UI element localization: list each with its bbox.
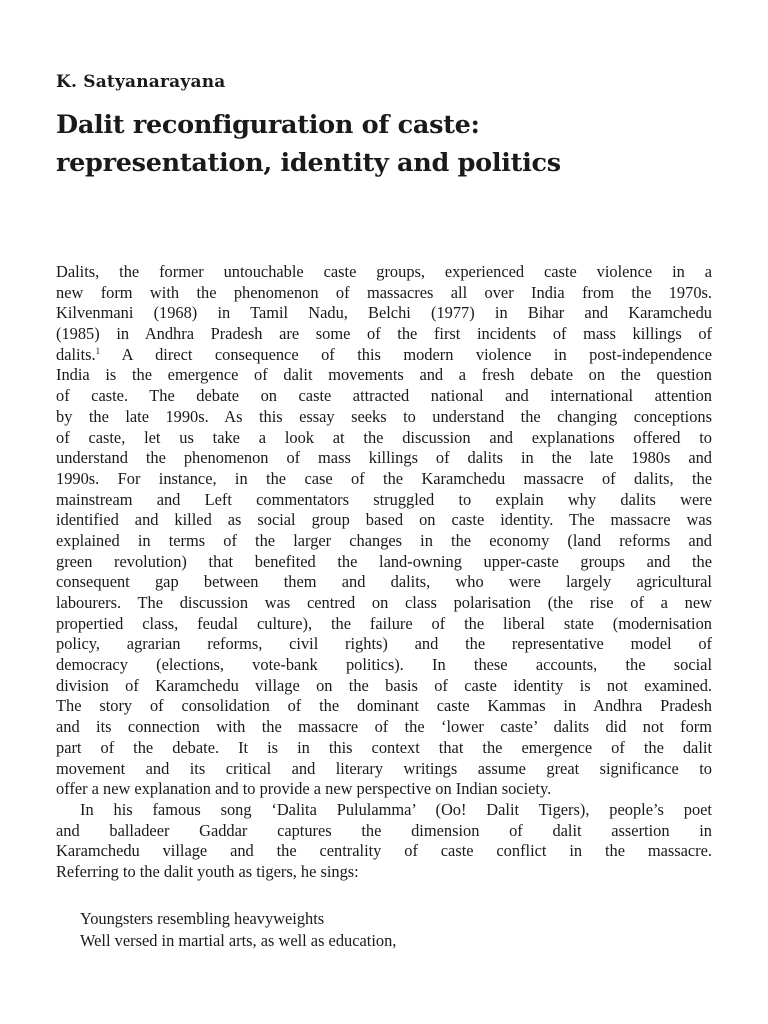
title-line-2: representation, identity and politics — [56, 148, 561, 178]
body-line: explained in terms of the larger changes in the economy (land reforms and — [56, 530, 712, 550]
body-line: Dalits, the former untouchable caste groups, experienced caste violence in a — [56, 262, 712, 281]
body-line: understand the phenomenon of mass killings of dalits in the late 1980s and — [56, 448, 712, 468]
body-line: new form with the phenomenon of massacres all over India from the 1970s. — [56, 282, 712, 302]
body-line: The story of consolidation of the dominant caste Kammas in Andhra Pradesh — [56, 696, 712, 716]
body-line: of caste. The debate on caste attracted national and international attention — [56, 386, 712, 406]
body-line: Referring to the dalit youth as tigers, he sings: — [56, 861, 359, 881]
verse-line: Youngsters resembling heavyweights — [80, 909, 325, 928]
body-line: democracy (elections, vote-bank politics). In these accounts, the social — [56, 655, 712, 675]
paragraph-1 — [56, 262, 712, 800]
body-line: In his famous song ‘Dalita Pululamma’ (Oo! Dalit Tigers), people’s poet — [80, 799, 712, 819]
verse-line: Well versed in martial arts, as well as education, — [80, 931, 397, 950]
body-line: India is the emergence of dalit movements and a fresh debate on the question — [56, 365, 712, 385]
body-line-with-footnote — [56, 345, 712, 366]
body-line: identified and killed as social group based on caste identity. The massacre was — [56, 510, 712, 530]
article-title — [56, 106, 716, 182]
body-line: consequent gap between them and dalits, who were largely agricultural — [56, 572, 712, 592]
body-line: labourers. The discussion was centred on class polarisation (the rise of a new — [56, 593, 712, 612]
body-line: green revolution) that benefited the land-owning upper-caste groups and the — [56, 551, 712, 571]
body-text: dalits. — [56, 344, 96, 364]
body-line: 1990s. For instance, in the case of the Karamchedu massacre of dalits, the — [56, 468, 712, 488]
body-line: Karamchedu village and the centrality of caste conflict in the massacre. — [56, 841, 712, 861]
paragraph-2 — [56, 800, 712, 883]
body-line: (1985) in Andhra Pradesh are some of the first incidents of mass killings of — [56, 324, 712, 344]
body-line: mainstream and Left commentators struggled to explain why dalits were — [56, 489, 712, 509]
body-line: of caste, let us take a look at the discussion and explanations offered to — [56, 427, 712, 447]
author-name: K. Satyanarayana — [56, 72, 226, 92]
body-line: and balladeer Gaddar captures the dimension of dalit assertion in — [56, 820, 712, 840]
body-line: policy, agrarian reforms, civil rights) and the representative model of — [56, 634, 712, 654]
body-line: offer a new explanation and to provide a new perspective on Indian society. — [56, 779, 552, 799]
body-line: and its connection with the massacre of the ‘lower caste’ dalits did not form — [56, 717, 712, 737]
body-line: division of Karamchedu village on the basis of caste identity is not examined. — [56, 675, 712, 695]
body-line: Kilvenmani (1968) in Tamil Nadu, Belchi (1977) in Bihar and Karamchedu — [56, 303, 712, 323]
body-line: propertied class, feudal culture), the failure of the liberal state (modernisation — [56, 613, 712, 633]
footnote-marker[interactable]: 1 — [95, 345, 101, 356]
body-line: movement and its critical and literary writings assume great significance to — [56, 758, 712, 778]
body-line: by the late 1990s. As this essay seeks to understand the changing conceptions — [56, 406, 712, 426]
article-body — [56, 262, 712, 883]
body-line: part of the debate. It is in this context that the emergence of the dalit — [56, 737, 712, 757]
verse-quote — [80, 908, 396, 952]
body-text: A direct consequence of this modern violence in post-independence — [100, 344, 712, 364]
title-line-1: Dalit reconfiguration of caste: — [56, 110, 480, 140]
